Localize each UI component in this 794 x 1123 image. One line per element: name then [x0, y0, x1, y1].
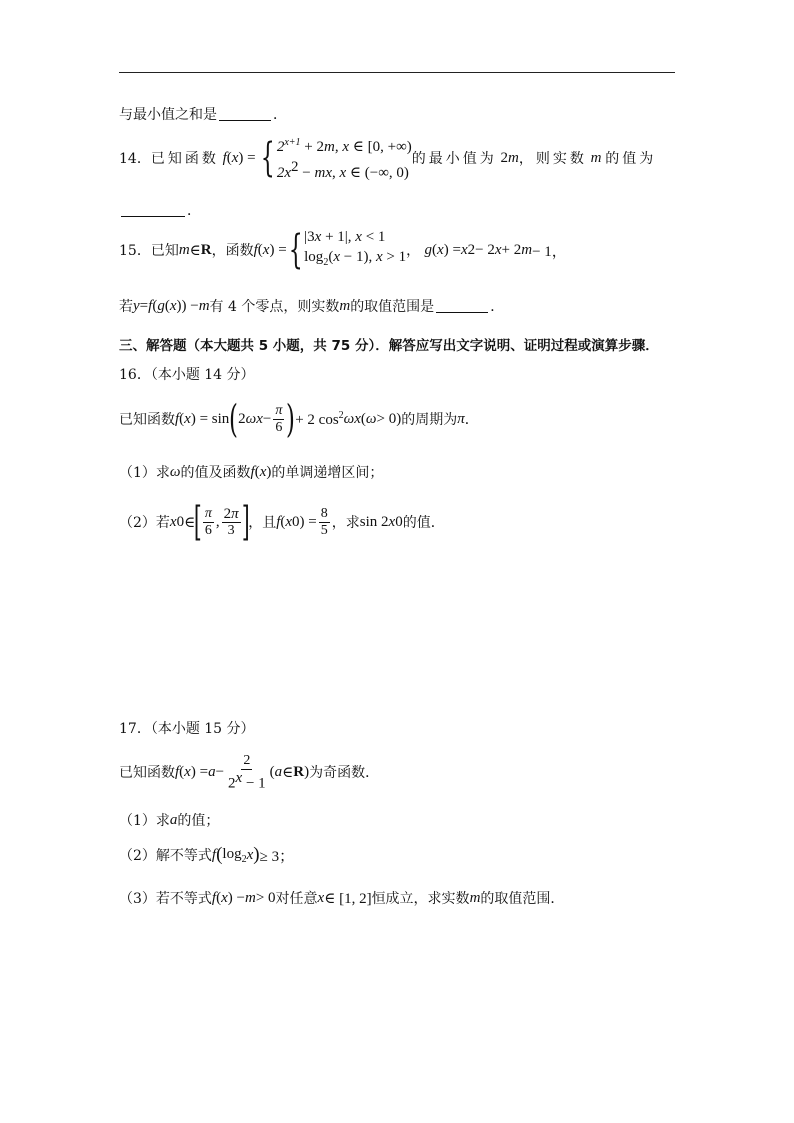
pi-over-6: $\frac{\pi}{6}$: [204, 505, 212, 538]
q16-part1-c: 的单调递增区间；: [271, 465, 384, 481]
q13-tail-text: 与最小值之和是: [119, 107, 217, 123]
two-over-2x-minus-1: $\frac{2}{2^x - 1}$: [228, 752, 266, 792]
left-brace: {: [261, 135, 276, 181]
header-rule: [119, 72, 675, 73]
q15-text2: ，函数: [211, 243, 254, 259]
left-brace: {: [288, 227, 303, 273]
q15-cases: |3x + 1|, x < 1 $\log_2(x - 1)$, x > 1: [304, 229, 407, 268]
q17-part1: （1）求 a 的值；: [119, 811, 220, 829]
answer-blank[interactable]: [121, 204, 185, 217]
q14-text3: ，则实数: [518, 151, 587, 167]
q17-part1-b: 的值；: [177, 813, 220, 829]
q15-line2-c: 的取值范围是: [350, 299, 435, 315]
eight-fifths: $\frac{8}{5}$: [320, 505, 328, 538]
q16-part1: （1）求 ω 的值及函数 f ( x ) 的单调递增区间；: [119, 463, 384, 481]
q15-line2-b: 有 4 个零点，则实数: [209, 299, 340, 315]
q17-intro-b: 为奇函数．: [309, 765, 380, 781]
q16-intro-a: 已知函数: [119, 412, 175, 428]
q17-intro-a: 已知函数: [119, 765, 175, 781]
q17-intro: 已知函数 f ( x ) = a − $\frac{2}{2^x - 1}$ ( a ∈ R ) 为奇函数．: [119, 752, 380, 792]
section-3-heading: 三、解答题（本大题共 5 小题，共 75 分）．解答应写出文字说明、证明过程或演算步骤．: [119, 338, 659, 354]
q16-part1-a: （1）求: [119, 465, 170, 481]
answer-blank[interactable]: [219, 108, 271, 121]
q16-part2: （2）若 x 0 ∈ [ $\frac{\pi}{6}$ , $\frac{2\pi}{3}$ ] ，且 f ( x 0 ) = $\frac{8}{5}$ ，求 sin 2 x 0 的值．: [119, 499, 445, 545]
q16-part1-b: 的值及函数: [180, 465, 251, 481]
q17-part3-c: 恒成立，求实数: [371, 891, 470, 907]
q14-text1: 已知函数: [150, 151, 219, 167]
q14-line: 14． 已知函数 f ( x ) = { $2^{x+1} + 2m$, x ∈ [0, +∞) $2x^2$ − mx, x ∈ (−∞, 0) 的最小值为 2 m ，则实数 m 的值为: [119, 135, 657, 181]
q16-part2-d: 的值．: [402, 515, 445, 531]
q15-line2-a: 若: [119, 299, 133, 315]
two-pi-over-3: $\frac{2\pi}{3}$: [223, 505, 239, 538]
q16-part2-b: ，且: [248, 515, 277, 531]
q17-part2-a: （2）解不等式: [119, 848, 212, 864]
q14-number: 14．: [119, 151, 151, 167]
q14-text2: 的最小值为: [411, 151, 497, 167]
pi-over-6: $\frac{\pi}{6}$: [275, 402, 283, 435]
q17-header: 17．（本小题 15 分）: [119, 721, 255, 737]
q13-tail-line: 与最小值之和是 ．: [119, 104, 287, 124]
q17-part3-d: 的取值范围．: [480, 891, 565, 907]
q17-part3-b: 对任意: [275, 891, 318, 907]
q15-line: 15． 已知 m ∈ R ，函数 f ( x ) = { |3x + 1|, x < 1 $\log_2(x - 1)$, x > 1 ， g ( x ) = x 2 − 2 x + 2 m − 1，: [119, 227, 567, 273]
q14-cases: $2^{x+1} + 2m$, x ∈ [0, +∞) $2x^2$ − mx, x ∈ (−∞, 0): [276, 137, 412, 181]
q14-text4: 的值为: [605, 151, 657, 167]
q14-answer-line: ．: [119, 200, 201, 220]
q16-intro: 已知函数 f ( x ) = sin ( 2 ωx − $\frac{\pi}{6}$ ) + 2 $\cos^2$ ωx ( ω > 0) 的周期为 π ．: [119, 397, 479, 441]
q16-intro-b: 的周期为: [401, 412, 458, 428]
answer-blank[interactable]: [436, 300, 488, 313]
q16-part2-c: ，求: [331, 515, 360, 531]
q17-part1-a: （1）求: [119, 813, 170, 829]
q15-line2: 若 y = f ( g ( x )) − m 有 4 个零点，则实数 m 的取值范围是 ．: [119, 297, 505, 315]
q16-part2-a: （2）若: [119, 515, 170, 531]
q15-number: 15．: [119, 243, 151, 259]
q16-header: 16．（本小题 14 分）: [119, 367, 255, 383]
q15-text1: 已知: [150, 243, 179, 259]
q17-part3: （3）若不等式 f ( x ) − m > 0 对任意 x ∈ [1, 2] 恒成立，求实数 m 的取值范围．: [119, 889, 565, 907]
q17-part2: （2）解不等式 f ( $\log_2$ x ) ≥ 3；: [119, 844, 295, 865]
q17-part3-a: （3）若不等式: [119, 891, 212, 907]
